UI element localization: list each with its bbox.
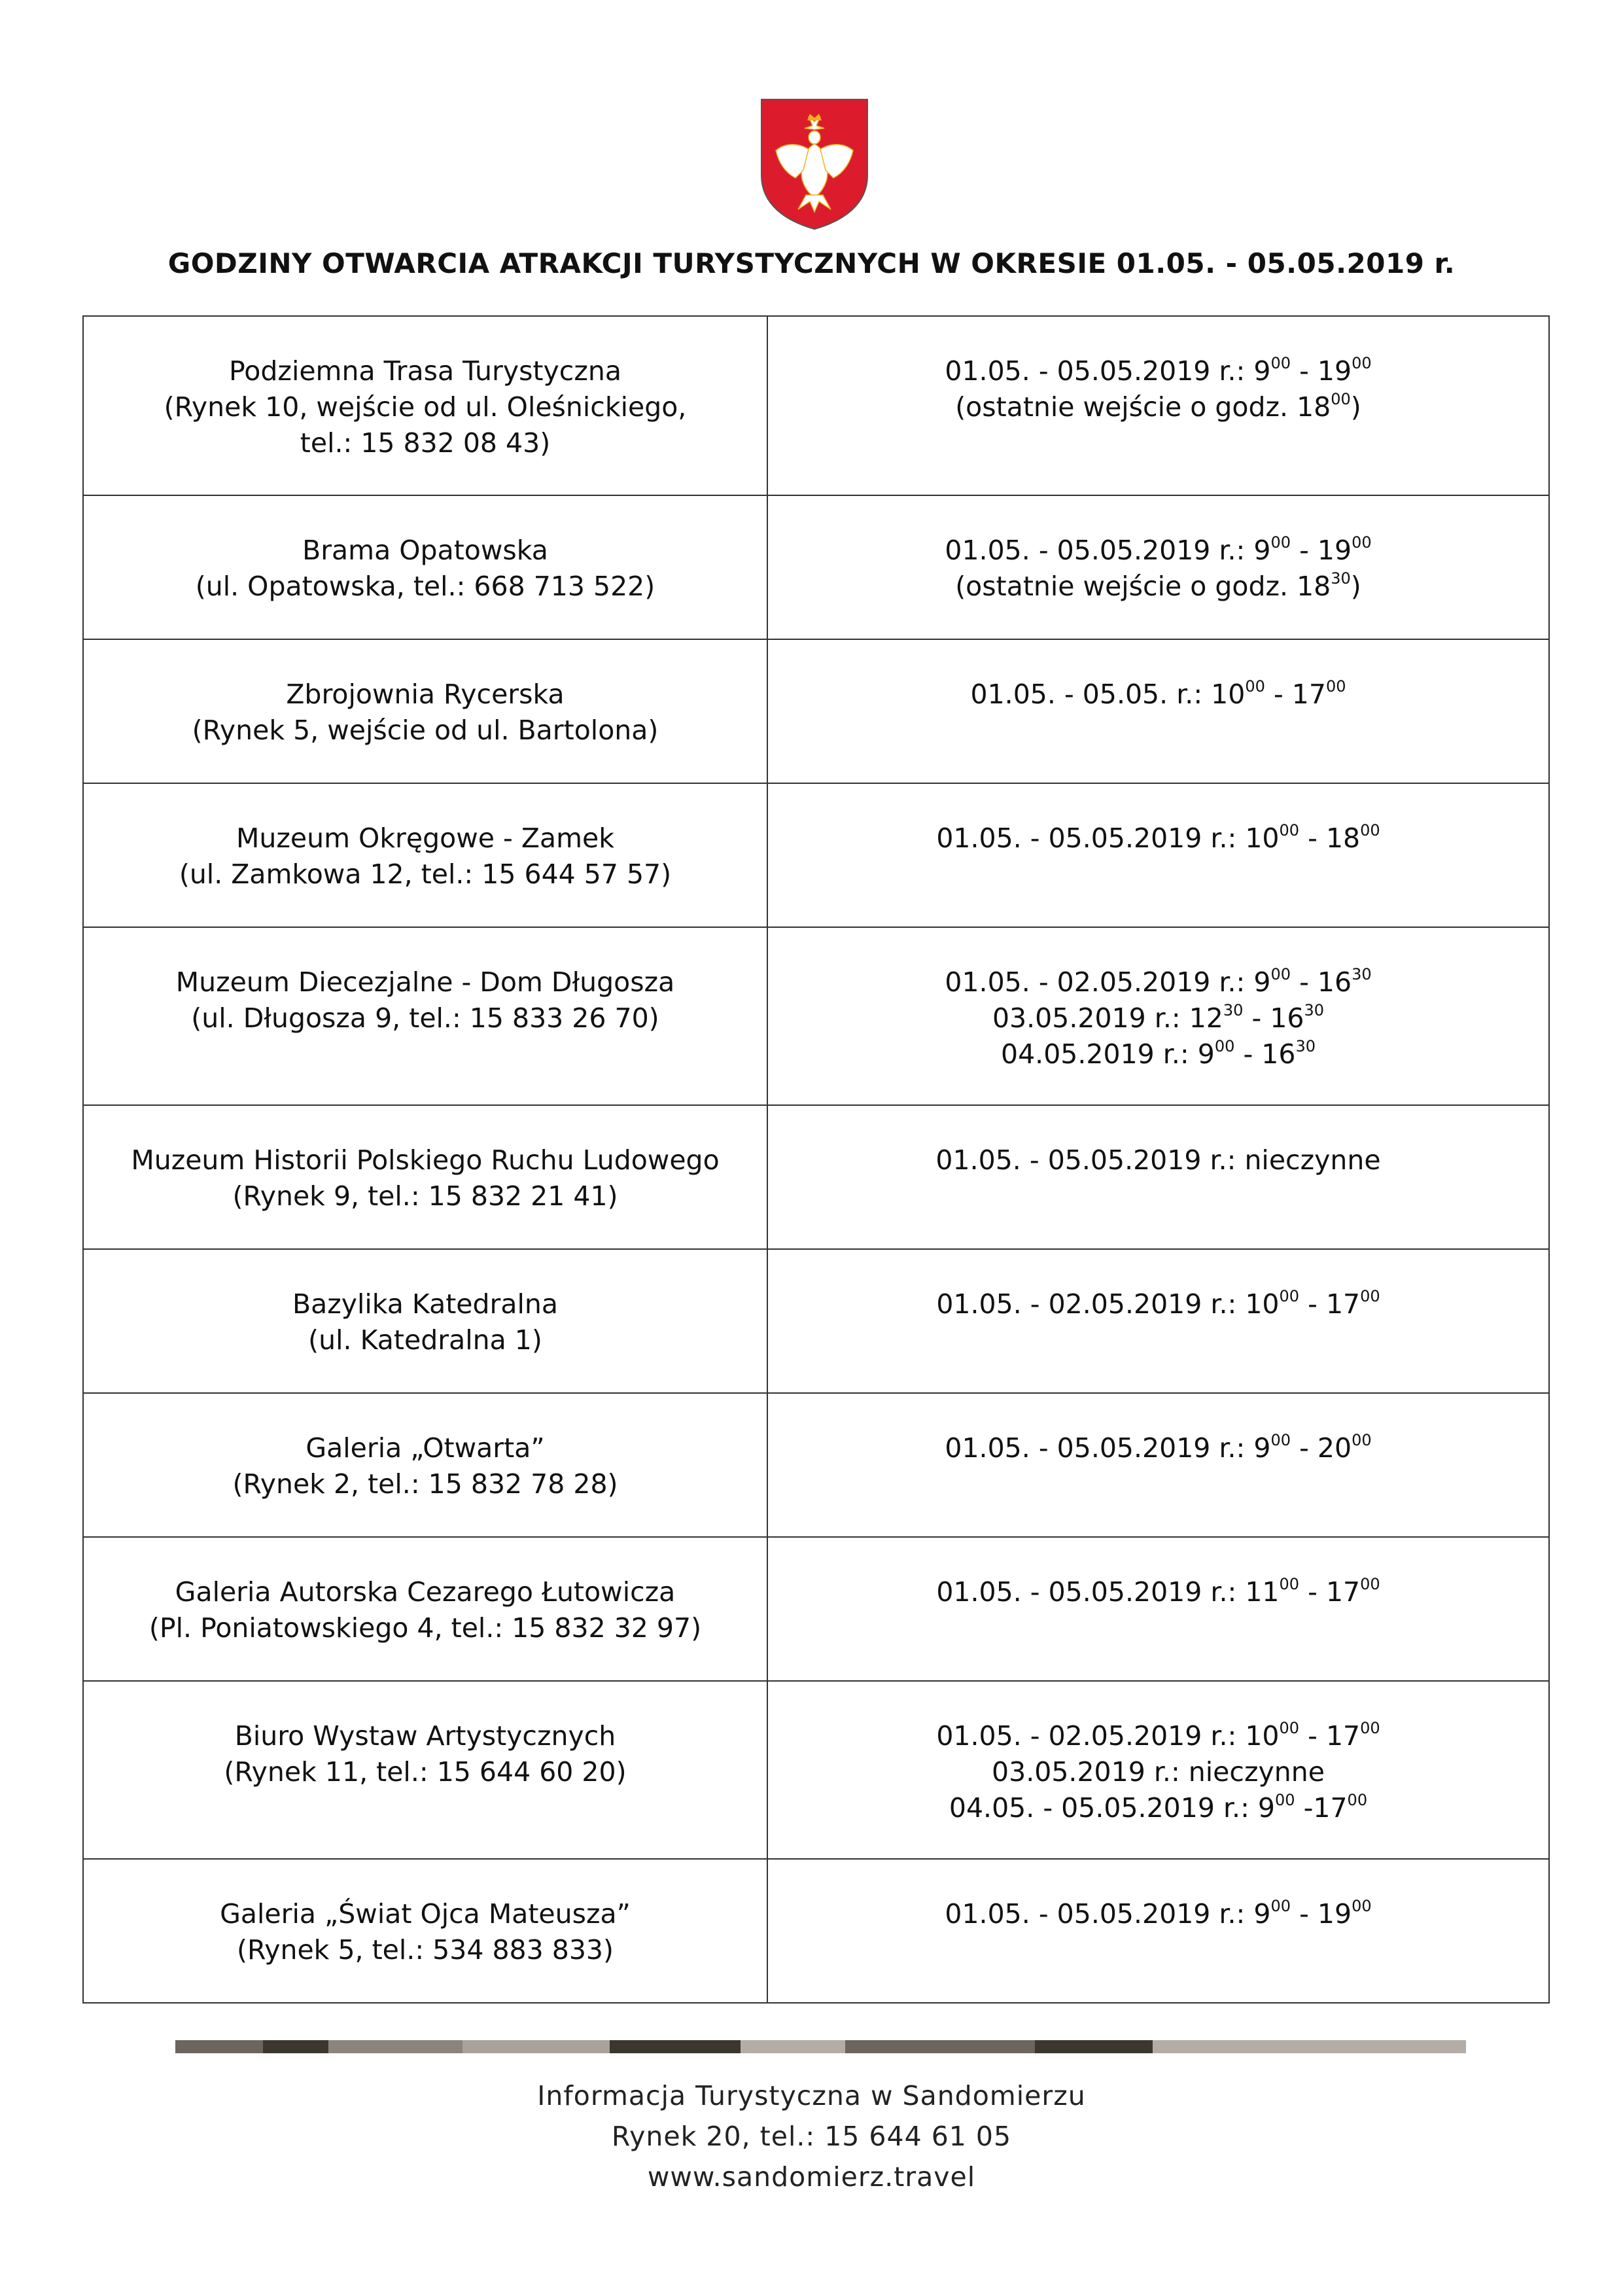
- hours-text: 01.05. - 05.05.2019 r.: 9: [945, 535, 1271, 566]
- opening-hours-cell: [767, 316, 1549, 495]
- attraction-cell: [83, 1105, 767, 1249]
- stripe-segment: [328, 2040, 462, 2053]
- opening-hours-cell: [767, 1537, 1549, 1681]
- hours-text: 01.05. - 05.05.2019 r.: 10: [936, 822, 1280, 854]
- hours-line: [769, 533, 1548, 569]
- table-row: [83, 783, 1549, 927]
- hours-text: - 17: [1299, 1288, 1361, 1320]
- hours-text: 01.05. - 02.05.2019 r.: 9: [945, 966, 1271, 998]
- minutes-superscript: 00: [1360, 1719, 1380, 1737]
- stripe-segment: [462, 2040, 610, 2053]
- minutes-superscript: 00: [1270, 1897, 1291, 1915]
- attraction-name: Biuro Wystaw Artystycznych: [234, 1720, 616, 1752]
- hours-text: - 19: [1291, 355, 1352, 387]
- footer-address: Rynek 20, tel.: 15 644 61 05: [611, 2121, 1012, 2152]
- hours-text: - 19: [1291, 535, 1352, 566]
- opening-hours-cell: [767, 927, 1549, 1105]
- hours-text: - 18: [1299, 822, 1361, 854]
- attraction-address: (ul. Długosza 9, tel.: 15 833 26 70): [191, 1002, 659, 1034]
- attraction-address: (ul. Zamkowa 12, tel.: 15 644 57 57): [179, 858, 672, 890]
- table-row: [83, 639, 1549, 783]
- attraction-cell: [83, 639, 767, 783]
- attraction-name: Muzeum Historii Polskiego Ruchu Ludowego: [131, 1144, 720, 1176]
- hours-text: 01.05. - 05.05.2019 r.: 9: [945, 1432, 1271, 1464]
- attraction-cell: [83, 316, 767, 495]
- minutes-superscript: 00: [1270, 354, 1291, 372]
- attraction-address: (Rynek 5, wejście od ul. Bartolona): [192, 715, 659, 746]
- hours-line: [769, 964, 1548, 1000]
- minutes-superscript: 30: [1223, 1001, 1244, 1019]
- hours-text: ): [1350, 571, 1361, 602]
- attraction-cell: [83, 1859, 767, 2003]
- minutes-superscript: 30: [1352, 965, 1372, 983]
- minutes-superscript: 00: [1331, 390, 1351, 408]
- attraction-name: Galeria „Otwarta”: [305, 1432, 545, 1464]
- coat-of-arms-crest: [759, 97, 870, 232]
- hours-text: - 17: [1299, 1576, 1361, 1608]
- attraction-address: (Rynek 9, tel.: 15 832 21 41): [232, 1180, 618, 1212]
- attraction-cell: [83, 1681, 767, 1859]
- table-row: [83, 1681, 1549, 1859]
- attraction-name: Galeria Autorska Cezarego Łutowicza: [175, 1576, 676, 1608]
- footer-organization: Informacja Turystyczna w Sandomierzu: [537, 2080, 1086, 2111]
- stripe-segment: [263, 2040, 328, 2053]
- table-row: [83, 1859, 1549, 2003]
- attraction-address: (Rynek 11, tel.: 15 644 60 20): [224, 1756, 627, 1788]
- minutes-superscript: 00: [1245, 677, 1265, 696]
- hours-line: [769, 677, 1548, 713]
- minutes-superscript: 00: [1270, 1431, 1291, 1449]
- attraction-cell: [83, 1393, 767, 1537]
- minutes-superscript: 00: [1360, 821, 1380, 839]
- attraction-name: Muzeum Okręgowe - Zamek: [236, 822, 614, 854]
- hours-line: [769, 1718, 1548, 1754]
- attraction-name: Galeria „Świat Ojca Mateusza”: [220, 1898, 631, 1930]
- hours-line: [769, 1000, 1548, 1036]
- opening-hours-cell: [767, 1249, 1549, 1393]
- hours-line: [769, 1754, 1548, 1790]
- minutes-superscript: 00: [1347, 1791, 1368, 1809]
- attraction-address: (ul. Katedralna 1): [308, 1324, 542, 1356]
- hours-line: [769, 1896, 1548, 1932]
- attraction-name: Zbrojownia Rycerska: [286, 679, 565, 710]
- hours-text: (ostatnie wejście o godz. 18: [955, 391, 1331, 423]
- minutes-superscript: 00: [1279, 1719, 1300, 1737]
- hours-text: 01.05. - 05.05.2019 r.: 9: [945, 1898, 1271, 1930]
- minutes-superscript: 00: [1360, 1287, 1380, 1305]
- stripe-segment: [610, 2040, 741, 2053]
- hours-text: 04.05. - 05.05.2019 r.: 9: [949, 1792, 1275, 1824]
- attraction-cell: [83, 927, 767, 1105]
- footer-website-link[interactable]: www.sandomierz.travel: [647, 2161, 976, 2193]
- attraction-address: (Rynek 10, wejście od ul. Oleśnickiego,: [164, 391, 687, 423]
- hours-line: [769, 1286, 1548, 1322]
- stripe-segment: [175, 2040, 263, 2053]
- attraction-name: Brama Opatowska: [302, 535, 548, 566]
- minutes-superscript: 00: [1270, 533, 1291, 552]
- attraction-address: (Pl. Poniatowskiego 4, tel.: 15 832 32 97): [148, 1612, 702, 1644]
- table-row: [83, 1105, 1549, 1249]
- attraction-address: (Rynek 2, tel.: 15 832 78 28): [232, 1468, 618, 1500]
- table-row: [83, 495, 1549, 639]
- hours-text: 01.05. - 05.05. r.: 10: [970, 679, 1246, 710]
- hours-text: 04.05.2019 r.: 9: [1001, 1038, 1215, 1070]
- minutes-superscript: 30: [1295, 1037, 1316, 1055]
- attraction-cell: [83, 495, 767, 639]
- attraction-address: (Rynek 5, tel.: 534 883 833): [236, 1934, 614, 1966]
- hours-text: - 16: [1243, 1002, 1304, 1034]
- decorative-stripe: [175, 2040, 1466, 2053]
- hours-line: [769, 1790, 1548, 1826]
- stripe-segment: [845, 2040, 1035, 2053]
- minutes-superscript: 00: [1279, 1287, 1300, 1305]
- stripe-segment: [1153, 2040, 1466, 2053]
- opening-hours-cell: [767, 639, 1549, 783]
- hours-text: - 19: [1291, 1898, 1352, 1930]
- hours-line: [769, 1574, 1548, 1610]
- opening-hours-cell: [767, 1393, 1549, 1537]
- hours-line: [769, 569, 1548, 605]
- hours-text: 03.05.2019 r.: nieczynne: [992, 1756, 1325, 1788]
- minutes-superscript: 00: [1279, 821, 1300, 839]
- page-title: GODZINY OTWARCIA ATRAKCJI TURYSTYCZNYCH W OKRESIE 01.05. - 05.05.2019 r.: [167, 247, 1456, 279]
- stripe-segment: [741, 2040, 845, 2053]
- table-row: [83, 1249, 1549, 1393]
- hours-text: - 17: [1265, 679, 1326, 710]
- opening-hours-cell: [767, 495, 1549, 639]
- hours-line: [769, 353, 1548, 389]
- hours-text: 01.05. - 02.05.2019 r.: 10: [936, 1720, 1280, 1752]
- opening-hours-cell: [767, 1859, 1549, 2003]
- minutes-superscript: 00: [1352, 354, 1372, 372]
- hours-text: 01.05. - 05.05.2019 r.: 11: [936, 1576, 1280, 1608]
- table-row: [83, 1537, 1549, 1681]
- hours-line: [769, 1036, 1548, 1072]
- opening-hours-cell: [767, 1681, 1549, 1859]
- opening-hours-cell: [767, 1105, 1549, 1249]
- minutes-superscript: 00: [1275, 1791, 1295, 1809]
- minutes-superscript: 00: [1325, 677, 1346, 696]
- hours-text: - 20: [1291, 1432, 1352, 1464]
- opening-hours-cell: [767, 783, 1549, 927]
- minutes-superscript: 30: [1331, 569, 1351, 588]
- hours-text: 01.05. - 02.05.2019 r.: 10: [936, 1288, 1280, 1320]
- minutes-superscript: 00: [1352, 533, 1372, 552]
- attraction-name: Bazylika Katedralna: [292, 1288, 559, 1320]
- hours-line: [769, 1142, 1548, 1178]
- minutes-superscript: 30: [1304, 1001, 1325, 1019]
- attraction-cell: [83, 1537, 767, 1681]
- minutes-superscript: 00: [1279, 1575, 1300, 1593]
- hours-text: - 16: [1291, 966, 1352, 998]
- opening-hours-table: [82, 315, 1550, 2004]
- minutes-superscript: 00: [1214, 1037, 1235, 1055]
- attraction-address: tel.: 15 832 08 43): [300, 427, 551, 459]
- stripe-segment: [1035, 2040, 1153, 2053]
- table-row: [83, 316, 1549, 495]
- hours-text: 01.05. - 05.05.2019 r.: nieczynne: [935, 1144, 1381, 1176]
- attraction-cell: [83, 1249, 767, 1393]
- hours-line: [769, 821, 1548, 857]
- attraction-address: (ul. Opatowska, tel.: 668 713 522): [195, 571, 655, 602]
- attraction-cell: [83, 783, 767, 927]
- hours-line: [769, 389, 1548, 425]
- attraction-name: Muzeum Diecezjalne - Dom Długosza: [175, 966, 675, 998]
- hours-text: 03.05.2019 r.: 12: [992, 1002, 1223, 1034]
- table-row: [83, 927, 1549, 1105]
- hours-text: - 17: [1299, 1720, 1361, 1752]
- footer: [0, 2075, 1623, 2197]
- minutes-superscript: 00: [1360, 1575, 1380, 1593]
- hours-text: ): [1350, 391, 1361, 423]
- hours-text: - 16: [1234, 1038, 1296, 1070]
- attraction-name: Podziemna Trasa Turystyczna: [229, 355, 621, 387]
- minutes-superscript: 00: [1352, 1897, 1372, 1915]
- minutes-superscript: 00: [1352, 1431, 1372, 1449]
- hours-line: [769, 1430, 1548, 1466]
- hours-text: 01.05. - 05.05.2019 r.: 9: [945, 355, 1271, 387]
- table-row: [83, 1393, 1549, 1537]
- hours-text: (ostatnie wejście o godz. 18: [955, 571, 1331, 602]
- hours-text: -17: [1295, 1792, 1348, 1824]
- minutes-superscript: 00: [1270, 965, 1291, 983]
